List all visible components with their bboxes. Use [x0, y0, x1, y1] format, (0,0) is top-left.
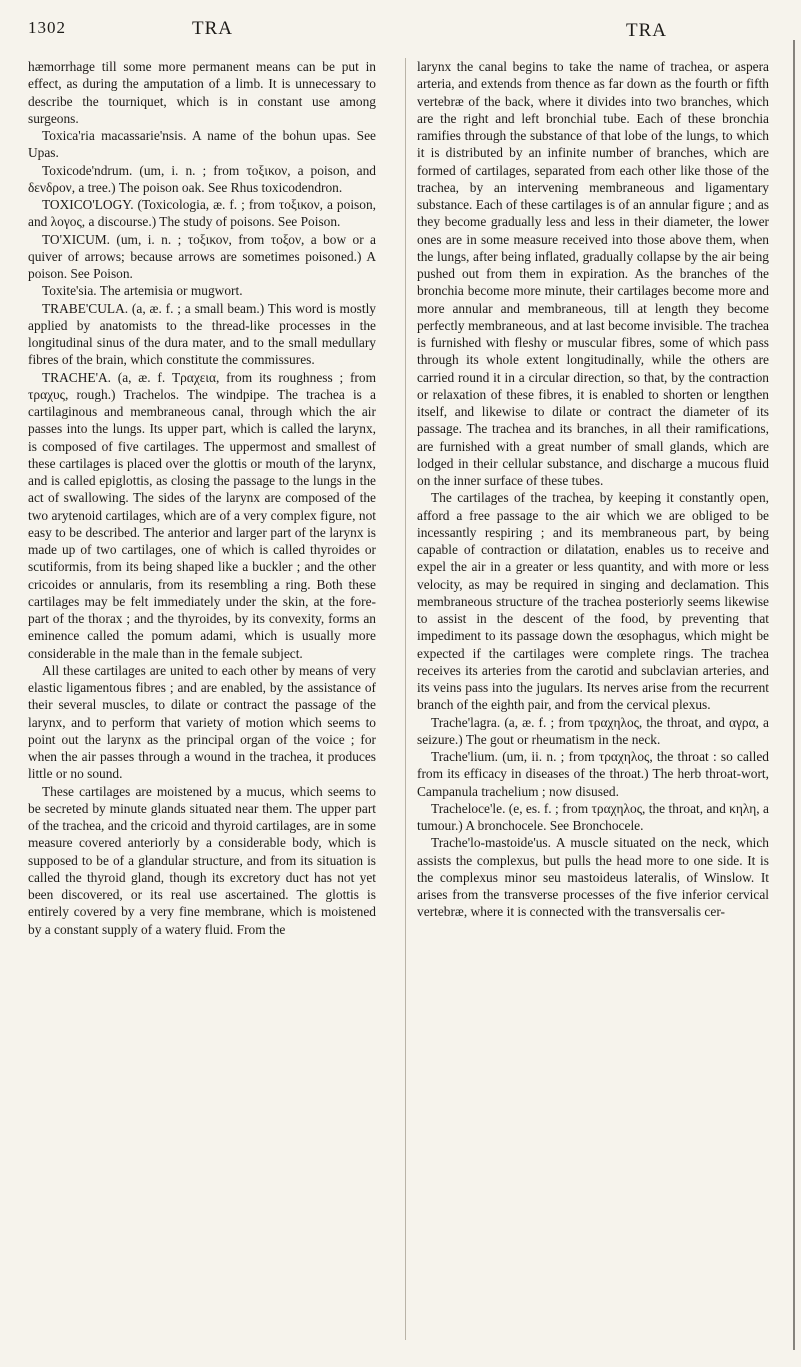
right-column	[417, 58, 769, 921]
page-edge-shadow	[793, 40, 795, 1350]
entry-trachelo-mastoideus: Trache'lo-mastoide'us. A muscle situated on the neck, which assists the complexus, but pulls the head more to one side. It is the complexus minor seu mastoideus lateralis, of Winslow. It arises from the transverse processes of the five inferior cervical vertebræ, where it is connected with the transversalis cer-	[417, 835, 769, 920]
entry-trachelagra: Trache'lagra. (a, æ. f. ; from τραχηλος, the throat, and αγρα, a seizure.) The gout or rheumatism in the neck.	[417, 714, 769, 747]
entry-trabecula: TRABE'CULA. (a, æ. f. ; a small beam.) This word is mostly applied by anatomists to the thread-like processes in the longitudinal sinus of the dura mater, and to the small medullary fibres of the brain, which constitute the commissures.	[28, 300, 376, 368]
page-number: 1302	[28, 18, 66, 37]
entry-toxicology: TOXICO'LOGY. (Toxicologia, æ. f. ; from τοξικον, a poison, and λογος, a discourse.) The study of poisons. See Poison.	[28, 197, 376, 230]
paragraph: The cartilages of the trachea, by keeping it constantly open, afford a free passage to the air which we are obliged to be incessantly respiring ; and its membraneous part, by being capable of contraction or dilatation, enables us to receive and expel the air in a greater or less quantity, and with more or less velocity, as may be required in singing and declamation. This membraneous structure of the trachea posteriorly seems likewise to assist in the descent of the food, by preventing that impediment to its passage down the œsophagus, which might be expected if the cartilages were complete rings. The trachea receives its arteries from the carotid and subclavian arteries, and its veins pass into the jugulars. Its nerves arise from the recurrent branch of the eighth pair, and from the cervical plexus.	[417, 490, 769, 713]
entry-toxicum: TO'XICUM. (um, i. n. ; τοξικον, from τοξον, a bow or a quiver of arrows; because arrows are sometimes poisoned.) A poison. See Poison.	[28, 231, 376, 281]
entry-toxicaria: Toxica'ria macassarie'nsis. A name of the bohun upas. See Upas.	[28, 128, 376, 161]
entry-toxitesia: Toxite'sia. The artemisia or mugwort.	[42, 283, 243, 299]
column-divider	[405, 58, 406, 1340]
paragraph: larynx the canal begins to take the name of trachea, or aspera arteria, and extends from thence as far down as the fourth or fifth vertebræ of the back, where it divides into two branches, which are the right and left bronchial tube. Each of these bronchia ramifies through the substance of that lobe of the lungs, to which it is distributed by an infinite number of branches, which are formed of cartilages, separated from each other like those of the trachea, by an intervening membraneous and ligamentary substance. Each of these cartilages is of an annular figure ; and as they become gradually less and less in their diameter, the lower ones are in some measure received into those above them, when the lungs, after being inflated, gradually collapse by the air being pushed out from them in expiration. As the branches of the bronchia become more minute, their cartilages become more and more annular and membraneous, till at length they become perfectly membraneous, and at last become invisible. The trachea is furnished with fleshy or muscular fibres, some of which pass through its whole extent longitudinally, while the others are carried round it in a circular direction, so that, by the contraction or relaxation of these fibres, it is enabled to shorten or lengthen itself, and likewise to dilate or contract the diameter of its passage. The trachea and its branches, in all their ramifications, are furnished with a great number of small glands, which are lodged in their cellular substance, and discharge a mucous fluid on the inner surface of these tubes.	[417, 59, 769, 488]
right-running-head: TRA	[626, 20, 667, 41]
paragraph: These cartilages are moistened by a mucus, which seems to be secreted by minute glands situated near them. The upper part of the trachea, and the cricoid and thyroid cartilages, are in some measure covered anteriorly by a considerable body, which is supposed to be of a glandular structure, and from its situation is called the thyroid gland, though its excretory duct has not yet been discovered, or its real use ascertained. The glottis is entirely covered by a very fine membrane, which is moistened by a constant supply of a watery fluid. From the	[28, 783, 376, 937]
entry-tracheloce: Tracheloce'le. (e, es. f. ; from τραχηλος, the throat, and κηλη, a tumour.) A bronchocele. See Bronchocele.	[417, 800, 769, 833]
entry-toxicodendrum: Toxicode'ndrum. (um, i. n. ; from τοξικον, a poison, and δενδρον, a tree.) The poison oak. See Rhus toxicodendron.	[28, 162, 376, 195]
entry-trachelium: Trache'lium. (um, ii. n. ; from τραχηλος, the throat : so called from its efficacy in diseases of the throat.) The herb throat-wort, Campanula trachelium ; now disused.	[417, 749, 769, 799]
running-header	[28, 14, 773, 46]
paragraph: hæmorrhage till some more permanent means can be put in effect, as during the amputation of a limb. It is unnecessary to describe the tourniquet, which is in constant use among surgeons.	[28, 59, 376, 126]
left-running-head: TRA	[192, 18, 233, 39]
paragraph: All these cartilages are united to each other by means of very elastic ligamentous fibres ; and are enabled, by the assistance of their several muscles, to dilate or contract the passage of the larynx, and to perform that variety of motion which seems to point out the larynx as the principal organ of the voice ; for when the air passes through a wound in the trachea, it produces little or no sound.	[28, 662, 376, 782]
left-column	[28, 58, 376, 938]
entry-trachea: TRACHE'A. (a, æ. f. Τραχεια, from its roughness ; from τραχυς, rough.) Trachelos. The windpipe. The trachea is a cartilaginous and membraneous canal, through which the air passes into the lungs. Its upper part, which is called the larynx, is composed of five cartilages. The uppermost and smallest of these cartilages is placed over the glottis or mouth of the larynx, and is called epiglottis, as closing the passage to the lungs in the act of swallowing. The sides of the larynx are composed of the two arytenoid cartilages, which are of a very complex figure, not easy to be described. The anterior and larger part of the larynx is made up of two cartilages, one of which is called thyroides or scutiformis, from its being shaped like a buckler ; and the other cricoides or annularis, from its resembling a ring. Both these cartilages may be felt immediately under the skin, at the fore-part of the thorax ; and the thyroides, by its convexity, forms an eminence called the pomum adami, which is usually more considerable in the male than in the female subject.	[28, 369, 376, 661]
